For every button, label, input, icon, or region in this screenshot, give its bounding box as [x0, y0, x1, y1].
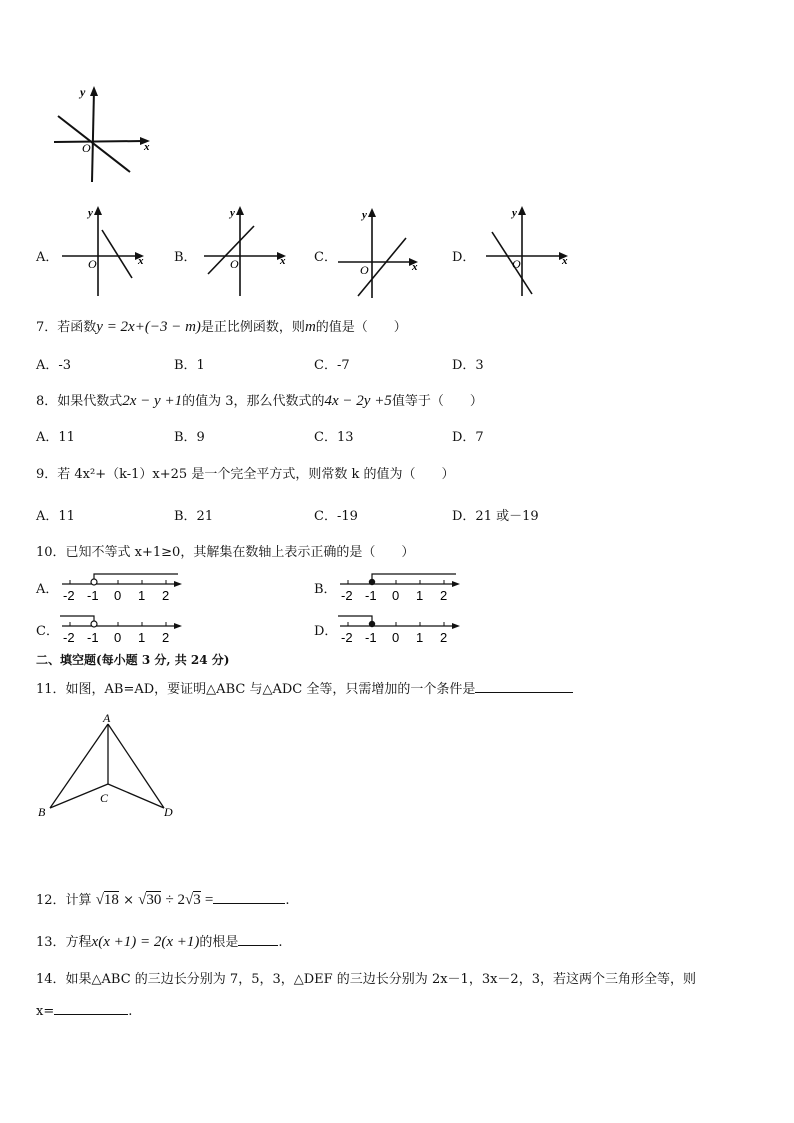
point-c-label: C	[100, 791, 109, 805]
q6-option-c-label[interactable]: C．	[314, 250, 337, 265]
q10-option-c-numberline[interactable]	[56, 612, 186, 646]
point-a-label: A	[103, 711, 111, 725]
origin-label: O	[82, 141, 91, 155]
q12-answer-blank[interactable]	[213, 889, 285, 904]
q6-option-b-graph[interactable]	[200, 204, 292, 300]
q9-option-a[interactable]: A．11	[36, 509, 75, 524]
q8-question: 8．如果代数式2x − y +1的值为 3，那么代数式的4x − 2y +5值等于（ ）	[36, 393, 483, 409]
q11-answer-blank[interactable]	[475, 678, 573, 693]
q7-option-a[interactable]: A．-3	[36, 358, 72, 373]
svg-text:2: 2	[440, 630, 448, 645]
q7-option-b[interactable]: B．1	[174, 358, 205, 373]
svg-text:-2: -2	[63, 630, 75, 645]
q10-option-d-label[interactable]: D．	[314, 624, 338, 639]
point-b-label: B	[38, 805, 46, 819]
svg-text:x: x	[412, 261, 418, 273]
q13-question: 13．方程x(x +1) = 2(x +1)的根是 .	[36, 931, 283, 951]
svg-text:-1: -1	[365, 630, 377, 645]
q6-main-graph	[48, 84, 158, 186]
q10-option-b-numberline[interactable]	[334, 570, 464, 604]
svg-text:2: 2	[440, 588, 448, 603]
svg-text:-2: -2	[341, 588, 353, 603]
section-2-title: 二、填空题(每小题 3 分, 共 24 分)	[36, 653, 230, 667]
svg-text:O: O	[360, 263, 369, 277]
svg-text:2: 2	[162, 630, 170, 645]
q11-question: 11．如图，AB=AD，要证明△ABC 与△ADC 全等，只需增加的一个条件是	[36, 678, 573, 697]
q10-option-d-numberline[interactable]	[334, 612, 464, 646]
q8-option-c[interactable]: C．13	[314, 430, 354, 445]
svg-text:0: 0	[392, 630, 400, 645]
q14-question: 14．如果△ABC 的三边长分别为 7，5，3，△DEF 的三边长分别为 2x－1，3x－2，3，若这两个三角形全等，则	[36, 972, 696, 987]
svg-text:1: 1	[416, 630, 424, 645]
q7-expression: y = 2x+(−3 − m)	[96, 319, 201, 335]
svg-text:y: y	[230, 207, 235, 219]
q14-answer-blank[interactable]	[54, 1000, 128, 1015]
svg-text:1: 1	[416, 588, 424, 603]
svg-text:y: y	[88, 207, 93, 219]
q7-question: 7．若函数y = 2x+(−3 − m)是正比例函数，则m的值是（ ）	[36, 319, 407, 335]
svg-text:0: 0	[114, 630, 122, 645]
svg-text:y: y	[362, 209, 367, 221]
svg-text:0: 0	[114, 588, 122, 603]
svg-text:-2: -2	[63, 588, 75, 603]
q10-option-b-label[interactable]: B．	[314, 582, 337, 597]
svg-text:-2: -2	[341, 630, 353, 645]
svg-text:O: O	[230, 257, 239, 271]
svg-text:1: 1	[138, 630, 146, 645]
svg-text:x: x	[138, 255, 144, 267]
q6-option-d-graph[interactable]	[482, 204, 574, 300]
q12-question: 12．计算 √18 × √30 ÷ 2√3 = .	[36, 889, 289, 909]
q14-answer-line: x= .	[36, 1000, 132, 1019]
q6-option-c-graph[interactable]	[334, 206, 426, 302]
svg-text:x: x	[562, 255, 568, 267]
q7-option-d[interactable]: D．3	[452, 358, 484, 373]
q10-question: 10．已知不等式 x+1≥0，其解集在数轴上表示正确的是（ ）	[36, 545, 415, 560]
q8-option-d[interactable]: D．7	[452, 430, 484, 445]
q7-option-c[interactable]: C．-7	[314, 358, 350, 373]
q6-option-a-label[interactable]: A．	[36, 250, 59, 265]
q6-option-a-graph[interactable]	[58, 204, 150, 300]
svg-text:1: 1	[138, 588, 146, 603]
point-d-label: D	[164, 805, 173, 819]
q9-question: 9．若 4x²+（k-1）x+25 是一个完全平方式，则常数 k 的值为（ ）	[36, 467, 455, 482]
svg-text:-1: -1	[365, 588, 377, 603]
q13-answer-blank[interactable]	[238, 931, 278, 946]
svg-text:O: O	[88, 257, 97, 271]
svg-text:-1: -1	[87, 588, 99, 603]
q8-option-a[interactable]: A．11	[36, 430, 75, 445]
q6-option-d-label[interactable]: D．	[452, 250, 476, 265]
y-axis-label: y	[80, 85, 86, 99]
svg-text:2: 2	[162, 588, 170, 603]
svg-text:O: O	[512, 257, 521, 271]
q8-option-b[interactable]: B．9	[174, 430, 205, 445]
svg-text:-1: -1	[87, 630, 99, 645]
svg-text:x: x	[280, 255, 286, 267]
q11-triangle-figure	[34, 708, 184, 822]
q9-option-d[interactable]: D．21 或－19	[452, 509, 539, 524]
q10-option-a-numberline[interactable]	[56, 570, 186, 604]
q9-option-b[interactable]: B．21	[174, 509, 214, 524]
svg-text:y: y	[512, 207, 517, 219]
q10-option-a-label[interactable]: A．	[36, 582, 59, 597]
q9-option-c[interactable]: C．-19	[314, 509, 358, 524]
x-axis-label: x	[144, 141, 150, 153]
q6-option-b-label[interactable]: B．	[174, 250, 197, 265]
q10-option-c-label[interactable]: C．	[36, 624, 59, 639]
svg-text:0: 0	[392, 588, 400, 603]
